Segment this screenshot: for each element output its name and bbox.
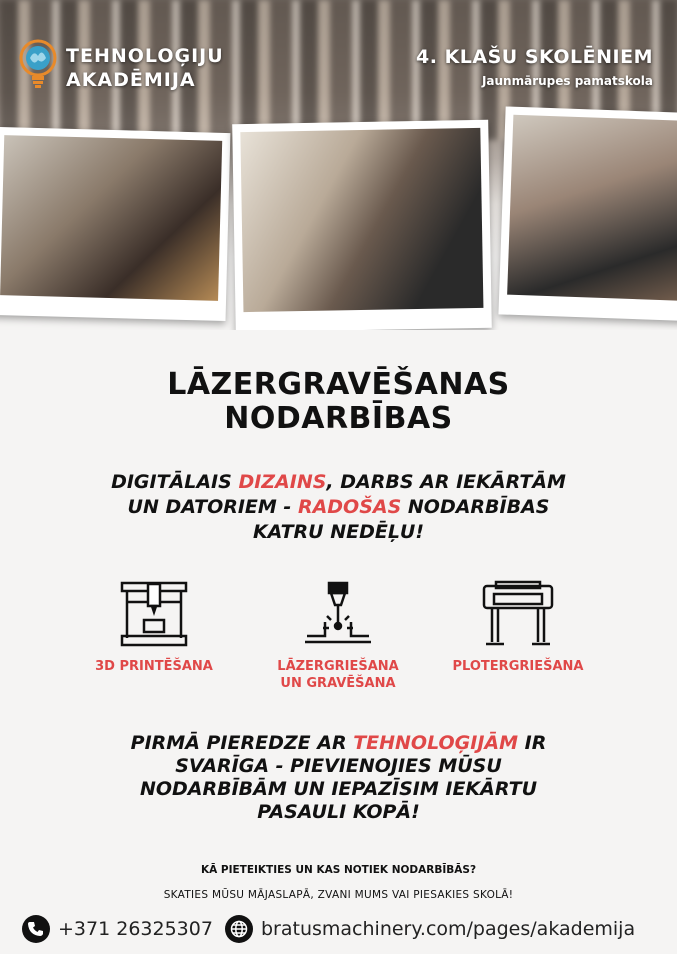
website-contact[interactable] <box>225 912 635 946</box>
phone-number[interactable]: +371 26325307 <box>58 918 213 940</box>
photo-student-laptop <box>498 106 677 321</box>
audience-block <box>416 46 653 88</box>
feature-plotter <box>428 580 608 675</box>
audience-title: 4. KLAŠU SKOLĒNIEM <box>416 46 653 68</box>
photo-laser-model <box>0 127 230 321</box>
call-to-action: PIRMĀ PIEREDZE AR TEHNOLOĢIJĀM IR SVARĪGA - PIEVIENOJIES MŪSU NODARBĪBĀM UN IEPAZĪSIM IEKĀRTU PASAULI KOPĀ! <box>130 732 547 823</box>
school-name: Jaunmārupes pamatskola <box>481 74 653 88</box>
hero-banner <box>0 0 677 330</box>
feature-label: PLOTERGRIEŠANA <box>452 659 584 674</box>
phone-icon <box>22 915 50 943</box>
phone-contact[interactable] <box>22 912 213 946</box>
lead-text: DIGITĀLAIS DIZAINS, DARBS AR IEKĀRTĀM UN DATORIEM - RADOŠAS NODARBĪBAS KATRU NEDĒĻU! <box>111 471 566 543</box>
website-link[interactable]: bratusmachinery.com/pages/akademija <box>261 918 636 940</box>
plotter-icon <box>480 580 556 648</box>
feature-laser-cutting <box>248 580 428 692</box>
info-subtext: SKATIES MŪSU MĀJASLAPĀ, ZVANI MUMS VAI PIESAKIES SKOLĀ! <box>163 889 514 901</box>
photo-high-five <box>232 120 492 330</box>
lightbulb-brain-logo <box>18 38 58 90</box>
feature-label: 3D PRINTĒŠANA <box>95 659 213 674</box>
info-question: KĀ PIETEIKTIES UN KAS NOTIEK NODARBĪBĀS? <box>200 864 477 876</box>
feature-3d-printing <box>64 580 244 675</box>
page-title: LĀZERGRAVĒŠANAS NODARBĪBAS <box>167 367 510 436</box>
brand-line-1: TEHNOLOĢIJU <box>66 45 224 67</box>
3d-printer-icon <box>119 580 189 648</box>
brand-name <box>66 44 224 92</box>
brand-line-2: AKADĒMIJA <box>66 69 196 91</box>
laser-cutter-icon <box>303 580 373 648</box>
feature-label: LĀZERGRIEŠANA UN GRAVĒŠANA <box>277 659 399 691</box>
globe-icon <box>225 915 253 943</box>
